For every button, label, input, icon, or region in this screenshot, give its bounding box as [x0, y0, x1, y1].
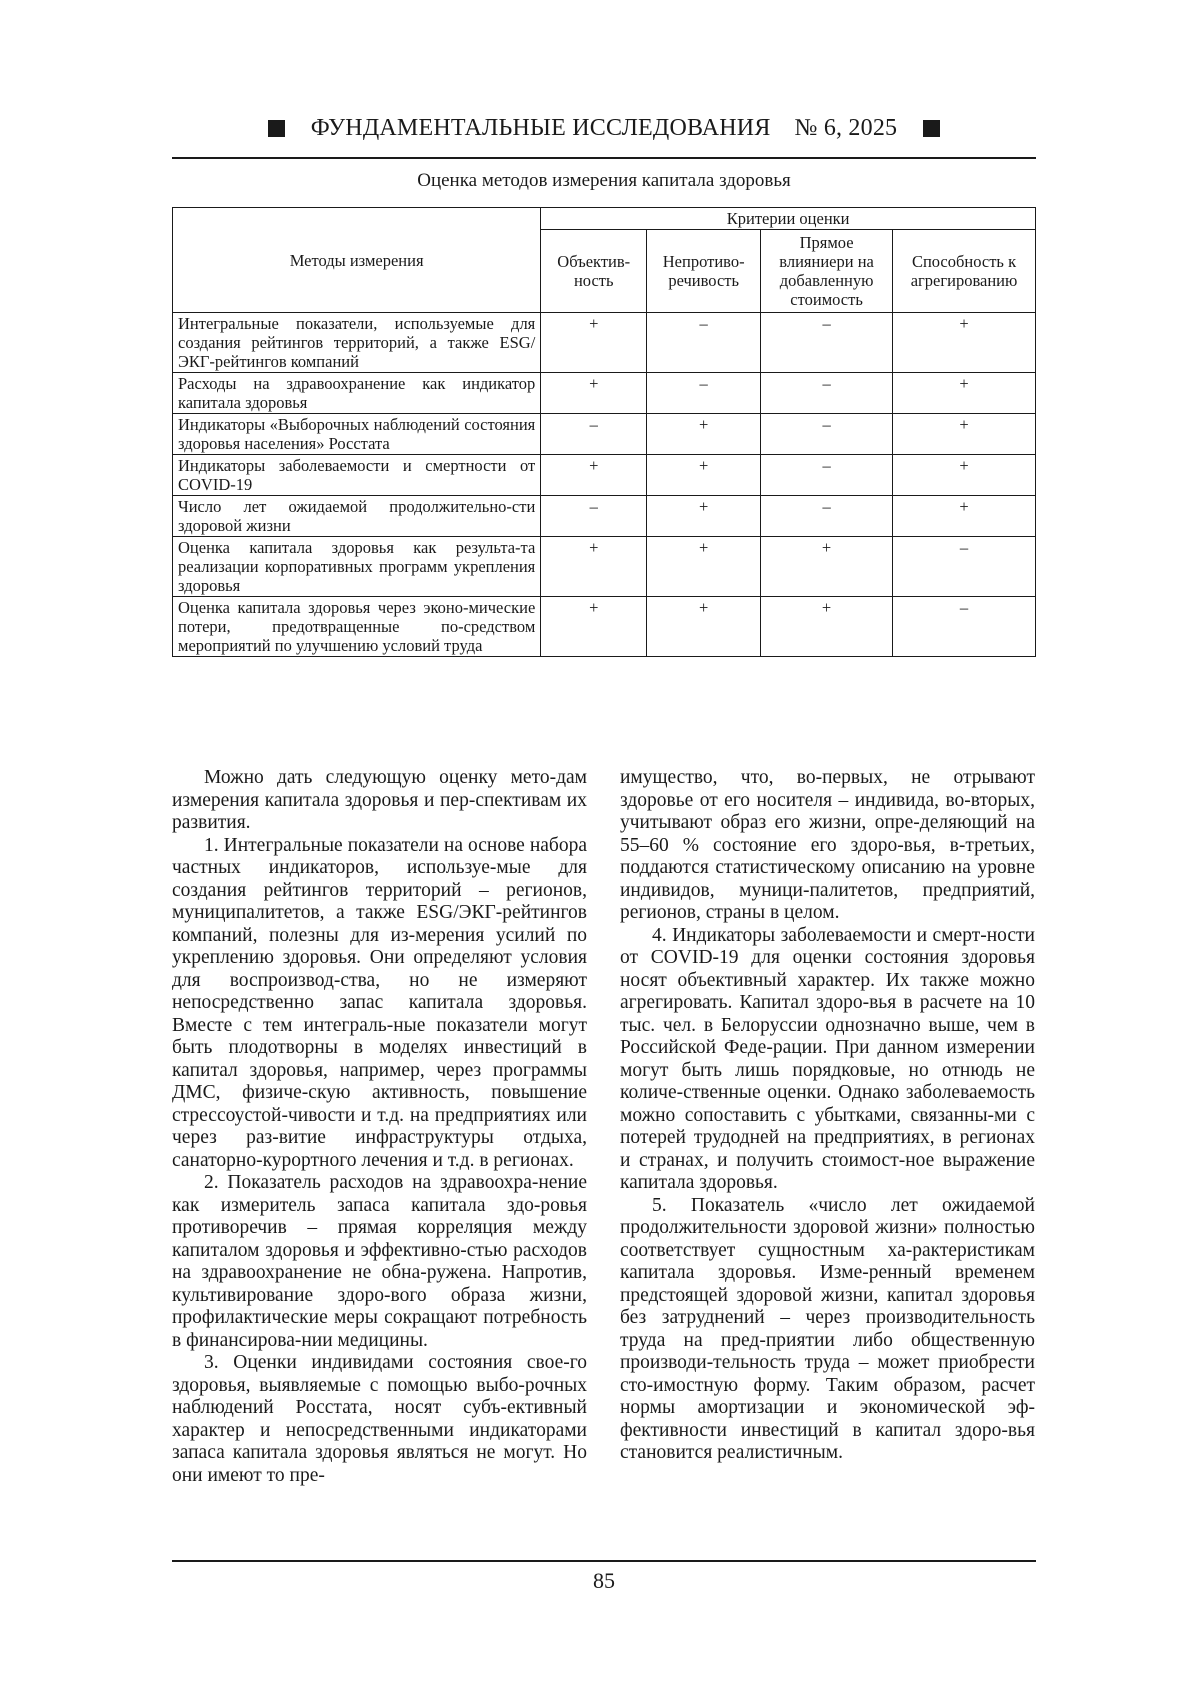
mark-cell: + — [893, 414, 1036, 455]
table-row — [173, 414, 1036, 455]
mark-cell: + — [647, 455, 761, 496]
paragraph: 1. Интегральные показатели на основе набора частных индикаторов, используе-мые для создания рейтингов территорий – регионов, муниципалитетов, а также ESG/ЭКГ-рейтингов компаний, полезны для из-мерения усилий по укреплению здоровья. Они определяют условия для воспроизвод-ства, но не измеряют непосредственно запас капитала здоровья. Вместе с тем интеграль-ные показатели могут быть плодотворны в моделях инвестиций в капитал здоровья, например, через программы ДМС, физиче-скую активность, повышение стрессоустой-чивости и т.д. на предприятиях или через раз-витие инфраструктуры отдыха, санаторно-курортного лечения и т.д. в регионах. — [172, 834, 587, 1171]
square-bullet-icon — [923, 120, 940, 137]
mark-cell: – — [761, 313, 893, 373]
mark-cell: + — [893, 496, 1036, 537]
criterion-value-added: Прямое влияниери на добавленную стоимость — [761, 230, 893, 313]
footer-rule — [172, 1560, 1036, 1562]
table-row — [173, 537, 1036, 597]
paragraph: 3. Оценки индивидами состояния свое-го здоровья, выявляемые с помощью выбо-рочных наблюдений Росстата, носят субъ-ективный характер и непосредственными индикаторами запаса капитала здоровья являться не могут. Но они имеют то пре- — [172, 1352, 587, 1486]
criteria-header: Критерии оценки — [541, 208, 1036, 230]
mark-cell: + — [647, 597, 761, 657]
table-row — [173, 496, 1036, 537]
mark-cell: – — [541, 496, 647, 537]
text-column-left — [172, 767, 587, 1487]
text-column-right — [620, 767, 1035, 1465]
mark-cell: – — [761, 496, 893, 537]
paragraph: 4. Индикаторы заболеваемости и смерт-ности от COVID-19 для оценки состояния здоровья носят объективный характер. Их также можно агрегировать. Капитал здоро-вья в расчете на 10 тыс. чел. в Белоруссии однозначно выше, чем в Российской Феде-рации. При данном измерении могут быть лишь порядковые, но отнюдь не количе-ственные оценки. Однако заболеваемость можно сопоставить с убытками, связанны-ми с потерей трудодней на предприятиях, в регионах и странах, и получить стоимост-ное выражение капитала здоровья. — [620, 924, 1035, 1193]
paragraph: имущество, что, во-первых, не отрывают здоровье от его носителя – индивида, во-вторых, учитывают образ его жизни, опре-деляющий на 55–60 % состояние его здоро-вья, в-третьих, поддаются статистическому описанию на уровне индивидов, муници-палитетов, предприятий, регионов, страны в целом. — [620, 767, 1035, 923]
mark-cell: + — [647, 496, 761, 537]
journal-title: ФУНДАМЕНТАЛЬНЫЕ ИССЛЕДОВАНИЯ — [310, 114, 771, 141]
criterion-aggregation: Способность к агрегированию — [893, 230, 1036, 313]
method-cell: Число лет ожидаемой продолжительно-сти здоровой жизни — [173, 496, 541, 537]
method-cell: Индикаторы «Выборочных наблюдений состояния здоровья населения» Росстата — [173, 414, 541, 455]
mark-cell: + — [761, 537, 893, 597]
table-row — [173, 313, 1036, 373]
mark-cell: – — [761, 414, 893, 455]
table-header-row — [173, 208, 1036, 230]
table-row — [173, 597, 1036, 657]
table-body — [173, 313, 1036, 657]
mark-cell: – — [647, 313, 761, 373]
table-row — [173, 455, 1036, 496]
table-row — [173, 373, 1036, 414]
page-number: 85 — [593, 1568, 615, 1593]
mark-cell: + — [893, 455, 1036, 496]
mark-cell: – — [893, 597, 1036, 657]
criterion-objectivity: Объектив-ность — [541, 230, 647, 313]
mark-cell: – — [761, 373, 893, 414]
mark-cell: – — [647, 373, 761, 414]
method-cell: Интегральные показатели, используемые для создания рейтингов территорий, а также ESG/ЭКГ-рейтингов компаний — [173, 313, 541, 373]
mark-cell: + — [541, 597, 647, 657]
mark-cell: – — [761, 455, 893, 496]
paragraph: 2. Показатель расходов на здравоохра-нение как измеритель запаса капитала здо-ровья противоречив – прямая корреляция между капиталом здоровья и эффективно-стью расходов на здравоохранение не обна-ружена. Напротив, культивирование здоро-вого образа жизни, профилактические меры сокращают потребность в финансирова-нии медицины. — [172, 1172, 587, 1351]
mark-cell: + — [541, 313, 647, 373]
mark-cell: + — [761, 597, 893, 657]
table-title: Оценка методов измерения капитала здоровья — [417, 170, 791, 191]
evaluation-table — [172, 207, 1036, 657]
method-cell: Оценка капитала здоровья через эконо-мические потери, предотвращенные по-средством мероприятий по улучшению условий труда — [173, 597, 541, 657]
mark-cell: + — [893, 313, 1036, 373]
mark-cell: – — [541, 414, 647, 455]
mark-cell: + — [647, 414, 761, 455]
mark-cell: + — [541, 373, 647, 414]
header-rule — [172, 157, 1036, 159]
square-bullet-icon — [268, 120, 285, 137]
mark-cell: + — [541, 455, 647, 496]
issue-number: № 6, 2025 — [794, 114, 898, 141]
paragraph: Можно дать следующую оценку мето-дам измерения капитала здоровья и пер-спективам их развития. — [172, 767, 587, 833]
method-cell: Оценка капитала здоровья как результа-та реализации корпоративных программ укрепления здоровья — [173, 537, 541, 597]
criterion-consistency: Непротиво-речивость — [647, 230, 761, 313]
running-header — [172, 113, 1036, 143]
method-cell: Расходы на здравоохранение как индикатор капитала здоровья — [173, 373, 541, 414]
paragraph: 5. Показатель «число лет ожидаемой продолжительности здоровой жизни» полностью соответствует сущностным ха-рактеристикам капитала здоровья. Изме-ренный временем предстоящей здоровой жизни, капитал здоровья без затруднений – через производительность труда на пред-приятии либо общественную производи-тельность труда – может приобрести сто-имостную форму. Таким образом, расчет нормы амортизации и экономической эф-фективности инвестиций в капитал здоро-вья становится реалистичным. — [620, 1194, 1035, 1463]
methods-header: Методы измерения — [173, 208, 541, 313]
mark-cell: – — [893, 537, 1036, 597]
mark-cell: + — [541, 537, 647, 597]
mark-cell: + — [893, 373, 1036, 414]
mark-cell: + — [647, 537, 761, 597]
method-cell: Индикаторы заболеваемости и смертности от COVID-19 — [173, 455, 541, 496]
